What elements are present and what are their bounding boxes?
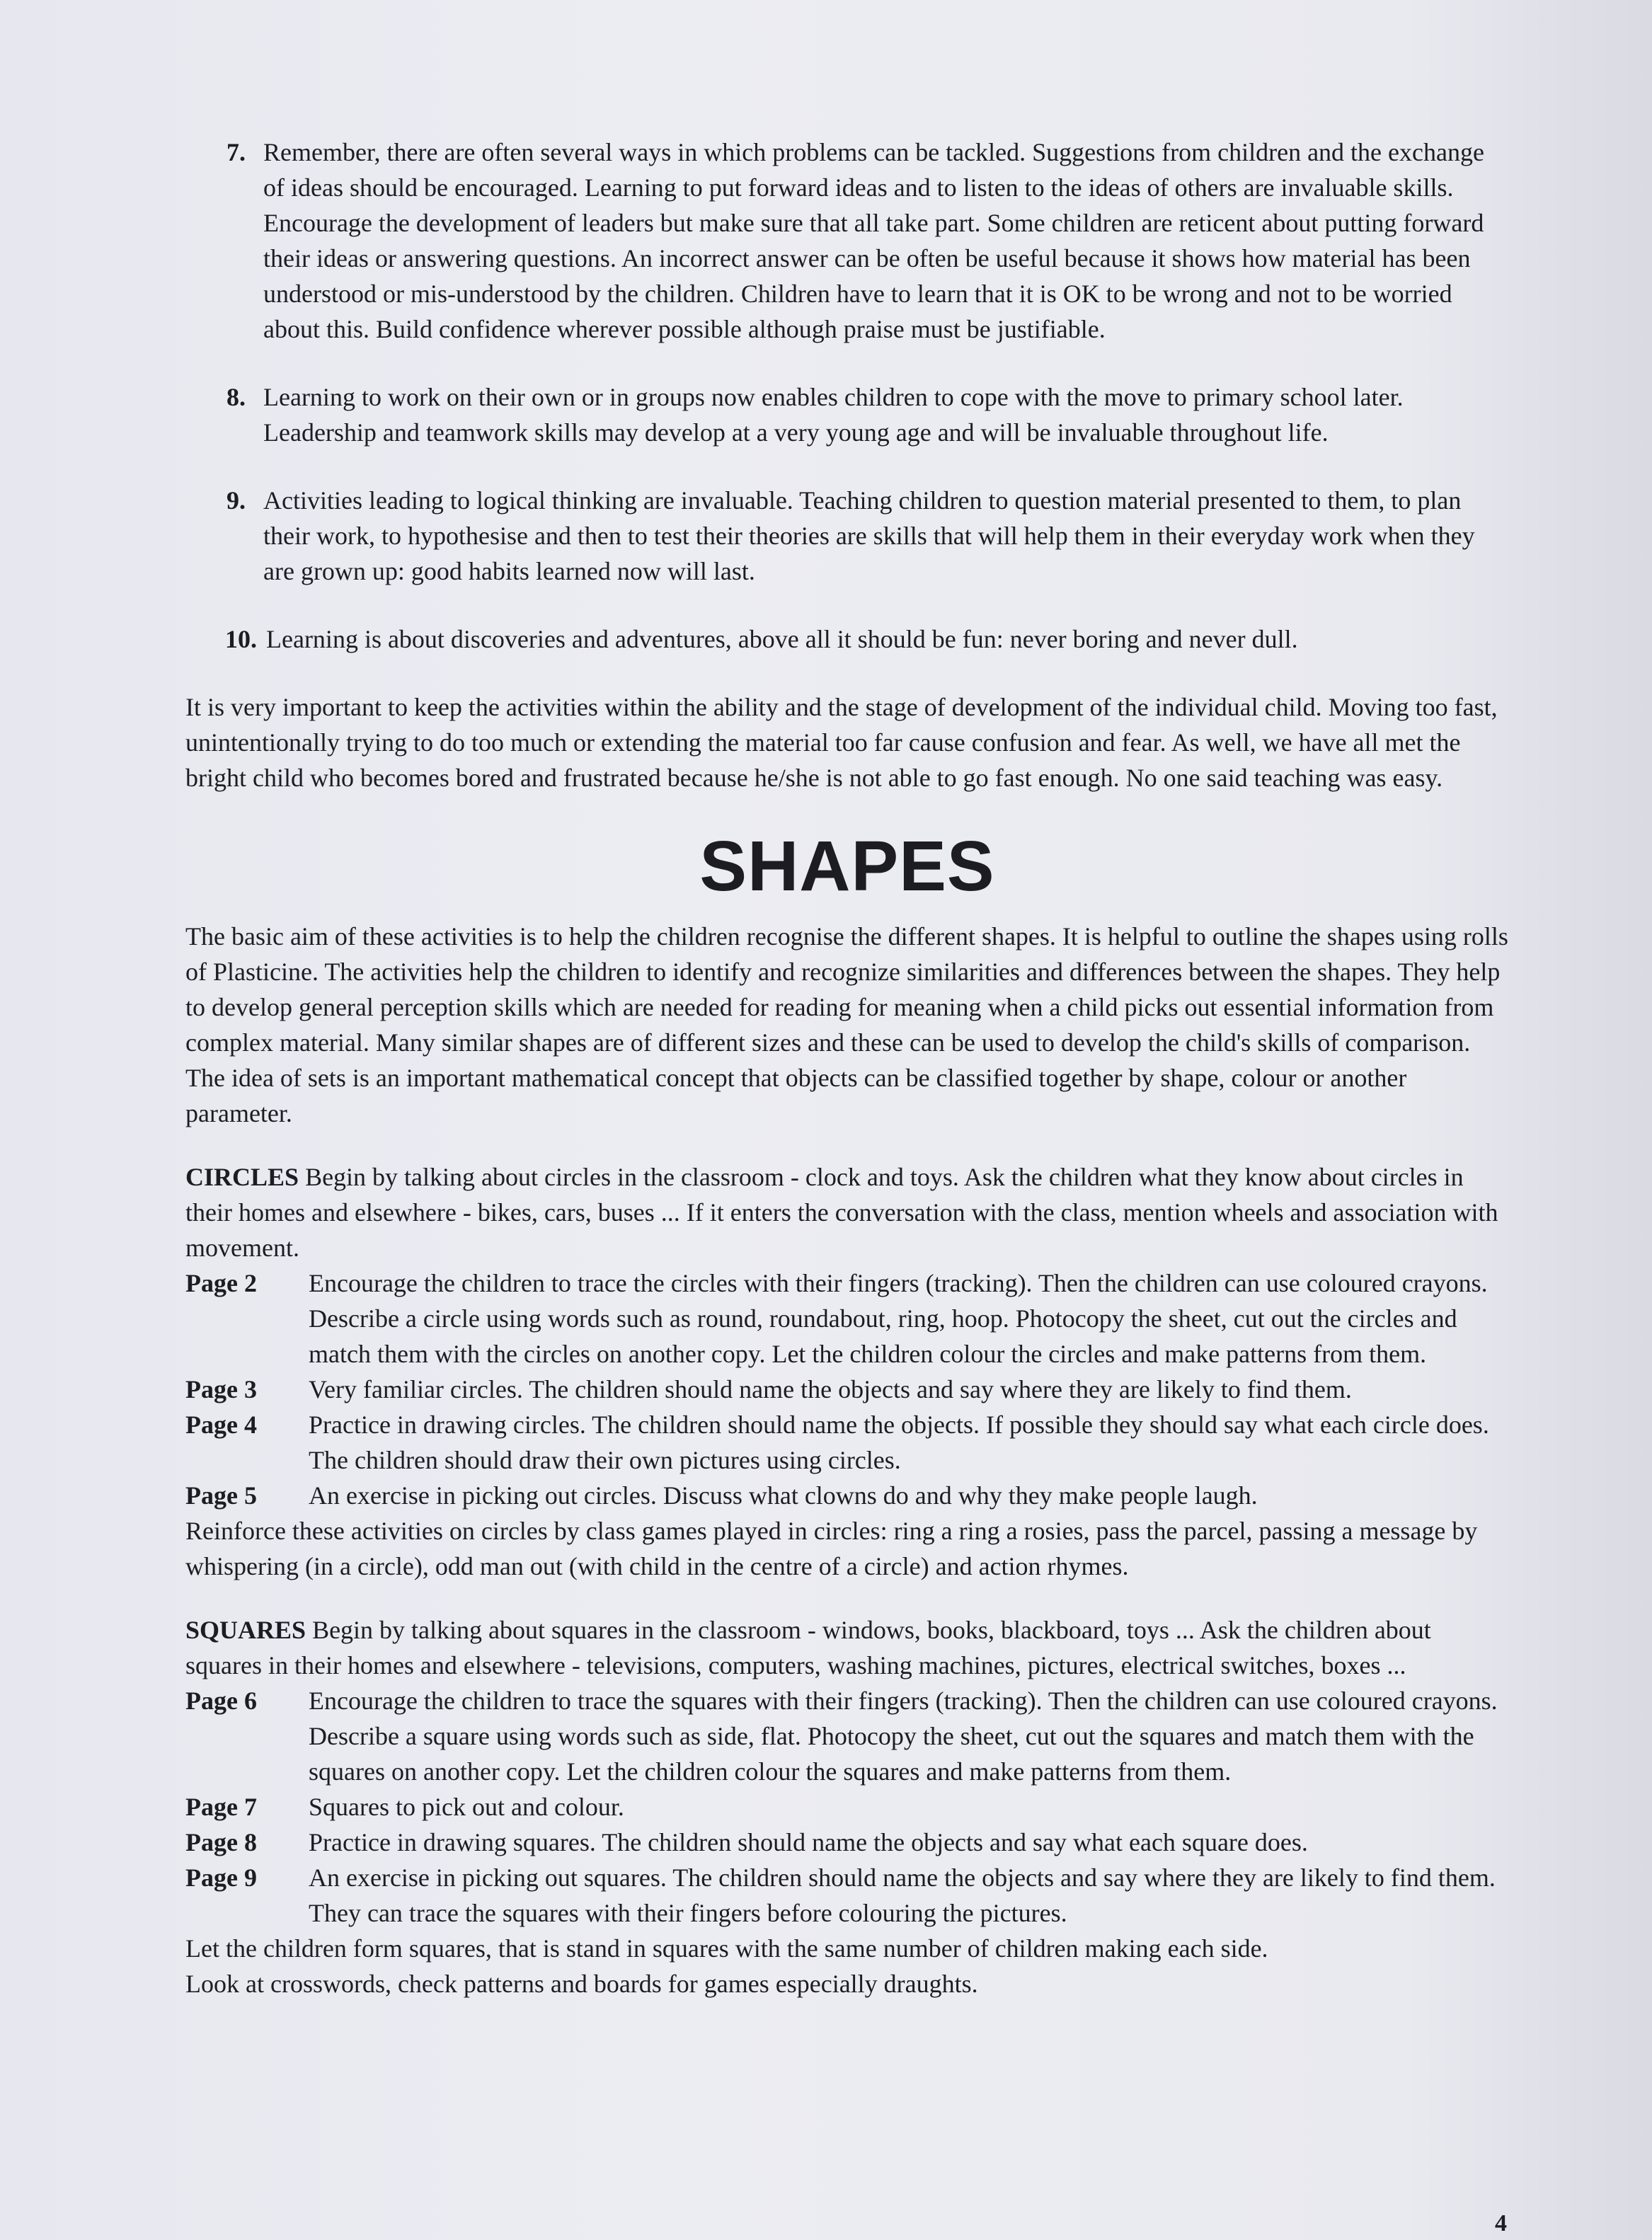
- item-text: Learning to work on their own or in groups now enables children to cope with the move to primary school later. Leadership and teamwork skills may develop at a very young age and will be invaluable throughout life.: [263, 383, 1404, 447]
- page-label: Page 7: [185, 1793, 257, 1821]
- numbered-item-9: [185, 483, 1509, 589]
- page-entry: [185, 1860, 1509, 1931]
- page-entry: [185, 1789, 1509, 1825]
- squares-section: [185, 1612, 1509, 2001]
- page-content: [185, 134, 1509, 2030]
- page-label: Page 5: [185, 1481, 257, 1510]
- page-description: Practice in drawing circles. The children should name the objects. If possible they should say what each circle does. The children should draw their own pictures using circles.: [309, 1411, 1489, 1474]
- squares-lead: [185, 1612, 1509, 1683]
- page-label: Page 9: [185, 1863, 257, 1892]
- shapes-intro: The basic aim of these activities is to help the children recognise the different shapes. It is helpful to outline the shapes using rolls of Plasticine. The activities help the children to identify and recognize similarities and differences between the shapes. They help to develop general perception skills which are needed for reading for meaning when a child picks out essential information from complex material. Many similar shapes are of different sizes and these can be used to develop the child's skills of comparison. The idea of sets is an important mathematical concept that objects can be classified together by shape, colour or another parameter.: [185, 922, 1508, 1127]
- item-number: 8.: [226, 383, 246, 411]
- page-description: Very familiar circles. The children should name the objects and say where they are likely to find them.: [309, 1375, 1352, 1403]
- item-text: Learning is about discoveries and adventures, above all it should be fun: never boring and never dull.: [266, 625, 1298, 653]
- squares-closing-1: Let the children form squares, that is stand in squares with the same number of children making each side.: [185, 1934, 1268, 1963]
- numbered-item-7: [185, 134, 1509, 347]
- squares-lead-text: Begin by talking about squares in the classroom - windows, books, blackboard, toys ... Ask the children about squares in their homes and elsewhere - televisions, computers, washing machines, pictures, electrical switches, boxes ...: [185, 1616, 1431, 1679]
- circles-heading: CIRCLES: [185, 1163, 299, 1191]
- page-label: Page 6: [185, 1687, 257, 1715]
- item-text: Remember, there are often several ways in which problems can be tackled. Suggestions from children and the exchange of ideas should be encouraged. Learning to put forward ideas and to listen to the ideas of others are invaluable skills. Encourage the development of leaders but make sure that all take part. Some children are reticent about putting forward their ideas or answering questions. An incorrect answer can be often be useful because it shows how material has been understood or mis-understood by the children. Children have to learn that it is OK to be wrong and not to be worried about this. Build confidence wherever possible although praise must be justifiable.: [263, 138, 1484, 343]
- page-entry: [185, 1825, 1509, 1860]
- page-label: Page 2: [185, 1269, 257, 1297]
- squares-closing-2: Look at crosswords, check patterns and boards for games especially draughts.: [185, 1970, 978, 1998]
- numbered-item-10: [185, 621, 1509, 657]
- page-description: Squares to pick out and colour.: [309, 1793, 624, 1821]
- circles-section: [185, 1159, 1509, 1584]
- page-entry: [185, 1372, 1509, 1407]
- page-description: Encourage the children to trace the circles with their fingers (tracking). Then the children can use coloured crayons. Describe a circle using words such as round, roundabout, ring, hoop. Photocopy the sheet, cut out the circles and match them with the circles on another copy. Let the children colour the circles and make patterns from them.: [309, 1269, 1488, 1368]
- item-number: 7.: [226, 138, 246, 166]
- circles-lead: [185, 1159, 1509, 1265]
- page-number: 4: [1495, 2210, 1507, 2236]
- item-text: Activities leading to logical thinking are invaluable. Teaching children to question material presented to them, to plan their work, to hypothesise and then to test their theories are skills that will help them in their everyday work when they are grown up: good habits learned now will last.: [263, 486, 1475, 585]
- page-label: Page 3: [185, 1375, 257, 1403]
- page-description: An exercise in picking out squares. The children should name the objects and say where they are likely to find them. They can trace the squares with their fingers before colouring the pictures.: [309, 1863, 1496, 1927]
- section-title: SHAPES: [699, 827, 995, 906]
- page-label: Page 4: [185, 1411, 257, 1439]
- page-entry: [185, 1478, 1509, 1513]
- page-description: An exercise in picking out circles. Discuss what clowns do and why they make people laugh.: [309, 1481, 1258, 1510]
- page-description: Encourage the children to trace the squares with their fingers (tracking). Then the children can use coloured crayons. Describe a square using words such as side, flat. Photocopy the sheet, cut out the squares and match them with the squares on another copy. Let the children colour the squares and make patterns from them.: [309, 1687, 1498, 1786]
- page-entry: [185, 1265, 1509, 1372]
- circles-lead-text: Begin by talking about circles in the classroom - clock and toys. Ask the children what they know about circles in their homes and elsewhere - bikes, cars, buses ... If it enters the conversation with the class, mention wheels and association with movement.: [185, 1163, 1498, 1262]
- page-entry: [185, 1683, 1509, 1789]
- circles-closing: Reinforce these activities on circles by class games played in circles: ring a ring a rosies, pass the parcel, passing a message by whispering (in a circle), odd man out (with child in the centre of a circle) and action rhymes.: [185, 1517, 1478, 1580]
- page-label: Page 8: [185, 1828, 257, 1856]
- squares-heading: SQUARES: [185, 1616, 306, 1644]
- numbered-item-8: [185, 379, 1509, 450]
- page-entry: [185, 1407, 1509, 1478]
- closing-paragraph: It is very important to keep the activities within the ability and the stage of development of the individual child. Moving too fast, unintentionally trying to do too much or extending the material too far cause confusion and fear. As well, we have all met the bright child who becomes bored and frustrated because he/she is not able to go fast enough. No one said teaching was easy.: [185, 693, 1498, 792]
- item-number: 10.: [225, 625, 257, 653]
- item-number: 9.: [226, 486, 246, 515]
- page-description: Practice in drawing squares. The children should name the objects and say what each square does.: [309, 1828, 1308, 1856]
